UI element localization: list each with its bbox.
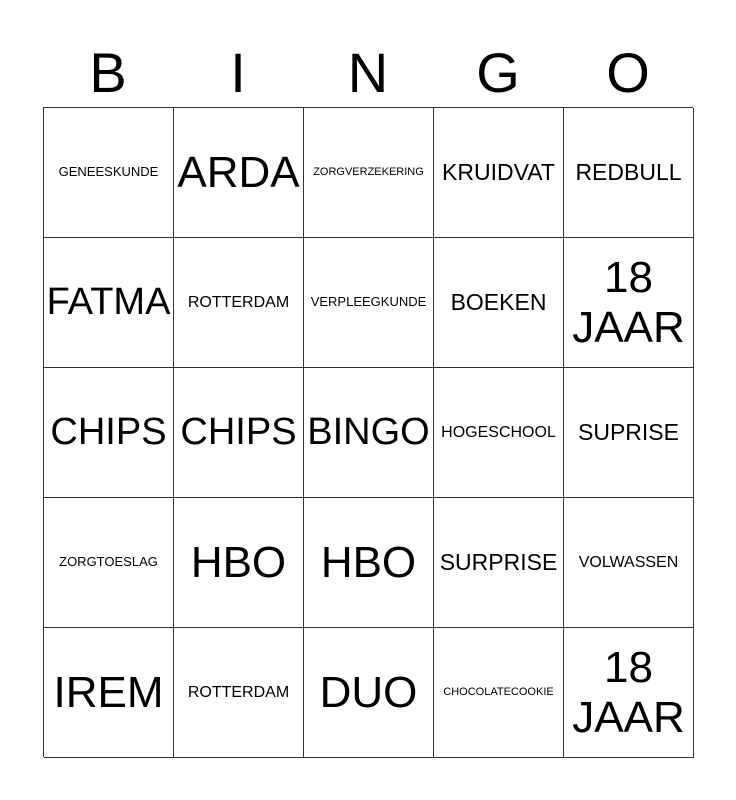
bingo-cell xyxy=(564,368,694,498)
bingo-cell xyxy=(304,368,434,498)
bingo-cell xyxy=(44,238,174,368)
bingo-cell xyxy=(44,498,174,628)
bingo-cell xyxy=(434,498,564,628)
bingo-cell xyxy=(304,628,434,758)
bingo-cell xyxy=(564,628,694,758)
cell-text: ROTTERDAM xyxy=(187,293,290,311)
bingo-cell xyxy=(434,108,564,238)
bingo-header xyxy=(43,40,693,106)
cell-text: VERPLEEGKUNDE xyxy=(310,294,427,310)
cell-text: CHOCOLATECOOKIE xyxy=(443,686,554,699)
bingo-cell xyxy=(564,498,694,628)
bingo-cell xyxy=(174,498,304,628)
cell-text: KRUIDVAT xyxy=(442,158,555,185)
header-letter-g: G xyxy=(476,41,520,104)
bingo-board xyxy=(43,107,693,757)
header-letter-n: N xyxy=(347,41,389,104)
cell-text: ARDA xyxy=(177,147,300,197)
bingo-cell xyxy=(564,108,694,238)
bingo-cell xyxy=(174,628,304,758)
cell-text: VOLWASSEN xyxy=(578,553,679,571)
bingo-cell xyxy=(174,368,304,498)
bingo-cell xyxy=(44,108,174,238)
cell-text: SUPRISE xyxy=(578,418,679,445)
cell-text: IREM xyxy=(53,667,164,717)
bingo-cell xyxy=(174,238,304,368)
cell-text: BOEKEN xyxy=(450,288,547,315)
bingo-cell xyxy=(304,238,434,368)
bingo-cell xyxy=(564,238,694,368)
header-letter-o: O xyxy=(606,41,650,104)
cell-text: FATMA xyxy=(46,281,171,324)
cell-text: ZORGVERZEKERING xyxy=(313,166,424,179)
cell-text: REDBULL xyxy=(575,158,682,185)
cell-text: GENEESKUNDE xyxy=(58,164,159,180)
bingo-cell xyxy=(44,368,174,498)
cell-text: 18 JAAR xyxy=(572,253,685,352)
bingo-cell xyxy=(44,628,174,758)
cell-text: DUO xyxy=(319,667,418,717)
bingo-cell xyxy=(434,628,564,758)
cell-text: CHIPS xyxy=(50,411,167,454)
bingo-cell xyxy=(434,238,564,368)
cell-text: SURPRISE xyxy=(439,548,558,575)
bingo-cell xyxy=(434,368,564,498)
bingo-cell xyxy=(304,498,434,628)
bingo-cell xyxy=(174,108,304,238)
cell-text: BINGO xyxy=(307,411,430,454)
cell-text: CHIPS xyxy=(180,411,297,454)
cell-text: HBO xyxy=(190,537,287,587)
header-letter-i: I xyxy=(230,41,246,104)
cell-text: ROTTERDAM xyxy=(187,683,290,701)
cell-text: 18 JAAR xyxy=(572,643,685,742)
cell-text: ZORGTOESLAG xyxy=(59,554,158,570)
cell-text: HBO xyxy=(320,537,417,587)
header-letter-b: B xyxy=(89,41,127,104)
cell-text: HOGESCHOOL xyxy=(441,423,556,441)
bingo-cell xyxy=(304,108,434,238)
